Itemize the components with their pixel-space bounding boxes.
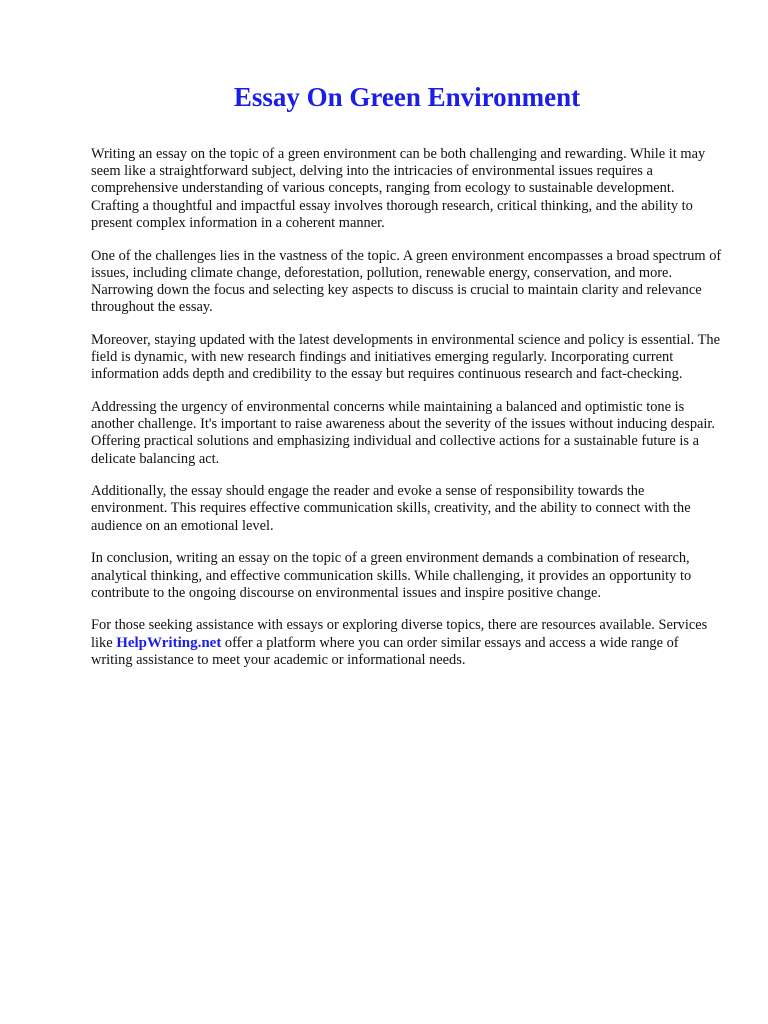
paragraph-3: Moreover, staying updated with the latest developments in environmental science and policy is essential. The field is dynamic, with new research findings and initiatives emerging regularly. Incorporating current information adds depth and credibility to the essay but requires continuous research and fact-checking. (91, 331, 720, 383)
helpwriting-link[interactable]: HelpWriting.net (116, 634, 222, 651)
paragraph-1: Writing an essay on the topic of a green environment can be both challenging and rewarding. While it may seem like a straightforward subject, delving into the intricacies of environmental issues requires a comprehensive understanding of various concepts, ranging from ecology to sustainable development. Crafting a thoughtful and impactful essay involves thorough research, critical thinking, and the ability to present complex information in a coherent manner. (91, 146, 706, 231)
paragraph-5: Additionally, the essay should engage the reader and evoke a sense of responsibility towards the environment. This requires effective communication skills, creativity, and the ability to connect with the audience on an emotional level. (91, 483, 691, 534)
closing-paragraph (91, 617, 723, 669)
page-title: Essay On Green Environment (233, 82, 581, 112)
essay-body (91, 146, 723, 685)
paragraph-2: One of the challenges lies in the vastness of the topic. A green environment encompasses a broad spectrum of issues, including climate change, deforestation, pollution, renewable energy, conservation, and more. Narrowing down the focus and selecting key aspects to discuss is crucial to maintain clarity and relevance throughout the essay. (91, 247, 722, 316)
paragraph-4: Addressing the urgency of environmental concerns while maintaining a balanced and optimistic tone is another challenge. It's important to raise awareness about the severity of the issues without inducing despair. Offering practical solutions and emphasizing individual and collective actions for a sustainable future is a delicate balancing act. (91, 398, 716, 467)
closing-text-before: For those seeking assistance with essays or exploring diverse topics, there are resources available. Services like (91, 617, 708, 651)
closing-text-after: offer a platform where you can order similar essays and access a wide range of writing assistance to meet your academic or informational needs. (91, 634, 679, 668)
paragraph-6: In conclusion, writing an essay on the topic of a green environment demands a combination of research, analytical thinking, and effective communication skills. While challenging, it provides an opportunity to contribute to the ongoing discourse on environmental issues and inspire positive change. (91, 550, 692, 601)
